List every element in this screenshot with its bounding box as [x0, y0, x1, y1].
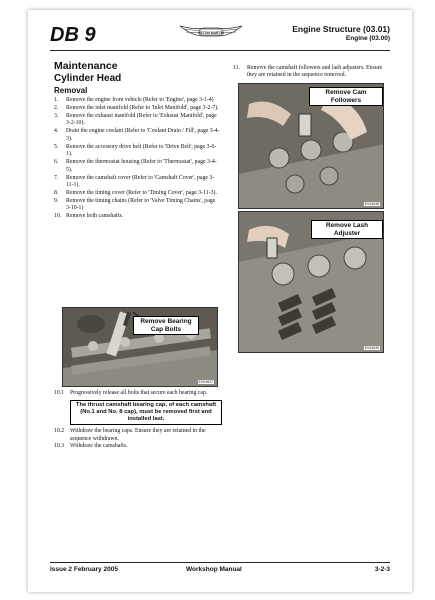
step-text: Remove the camshaft cover (Refer to 'Camshaft Cover', page 3-11-1). [66, 174, 215, 189]
substep-text: Withdraw the bearing caps. Ensure they are retained in the sequence withdrawn. [70, 428, 206, 442]
step-number: 3. [54, 113, 59, 119]
step-text: Remove the thermostat housing (Refer to 'Thermostat', page 3-4-5). [66, 159, 217, 173]
header-subtitle: Engine (03.00) [345, 35, 390, 42]
header-title: Engine Structure (03.01) [292, 24, 390, 34]
step-item [54, 175, 220, 190]
step-number: 1. [54, 97, 59, 103]
warning-note: The thrust camshaft bearing cap, of each camshaft (No.1 and No. 8 cap), must be removed first and installed last. [70, 400, 222, 425]
step-number: 8. [54, 190, 59, 197]
manual-page [28, 10, 412, 592]
step-text: Remove the inlet manifold (Refer to 'Inlet Manifold', page 3-2-7). [66, 105, 219, 111]
step-item [54, 97, 220, 104]
bearing-photo-id: EV04527 [198, 380, 213, 384]
step-item [54, 105, 220, 112]
step-item [54, 198, 220, 213]
section-title: Maintenance [54, 60, 118, 72]
footer-divider [50, 562, 390, 563]
subsection-title: Cylinder Head [54, 73, 122, 84]
followers-photo-id: EV04538 [364, 202, 379, 206]
step-text: Remove the timing cover (Refer to 'Timing Cover', page 3-11-3). [66, 190, 217, 197]
substep-item [54, 443, 222, 450]
cam-followers-photo [238, 83, 384, 209]
step-text: Remove both camshafts. [66, 213, 124, 220]
step-number: 6. [54, 159, 59, 166]
substep-block [54, 390, 222, 451]
procedure-title: Removal [54, 86, 88, 95]
substep-item [54, 390, 222, 397]
step-list [54, 97, 220, 221]
bearing-callout: Remove Bearing Cap Bolts [133, 316, 199, 335]
substep-number: 10.3 [54, 443, 65, 450]
lash-adjuster-photo [238, 211, 384, 353]
step-text: Remove the accessory drive belt (Refer to 'Drive Belt', page 3-6-1). [66, 143, 217, 158]
step-text: Remove the timing chains (Refer to 'Valve Timing Chains', page 3-10-1) [66, 198, 216, 212]
step-text: Remove the camshaft followers and lash adjusters. Ensure they are retained in the sequence removed. [247, 65, 383, 79]
step-item [54, 144, 220, 159]
step-item [54, 190, 220, 197]
db9-logo [50, 22, 110, 46]
step-text: Remove the engine from vehicle (Refer to 'Engine', page 3-1-4) [66, 97, 214, 103]
step-number: 11. [233, 65, 241, 71]
left-column [54, 60, 220, 221]
substep-item [54, 428, 222, 443]
step-number: 9. [54, 198, 59, 205]
followers-callout: Remove Cam Followers [309, 87, 383, 106]
substep-number: 10.2 [54, 428, 65, 435]
step-text: Drain the engine coolant (Refer to 'Coolant Drain / Fill', page 3-4-3). [66, 128, 220, 142]
footer-issue: Issue 2 February 2005 [50, 566, 118, 573]
step-item [233, 65, 393, 80]
logo-text: DB 9 [50, 24, 96, 46]
step-text: Remove the exhaust manifold (Refer to 'Exhaust Manifold', page 3-2-10). [66, 113, 217, 127]
substep-text: Progressively release all bolts that secure each bearing cap. [70, 390, 208, 396]
header-divider [50, 50, 390, 51]
lash-callout: Remove Lash Adjuster [311, 220, 383, 239]
step-item [54, 159, 220, 174]
substep-text: Withdraw the camshafts. [70, 443, 128, 450]
bearing-cap-photo [62, 307, 218, 387]
header-info [292, 24, 390, 42]
footer-manual: Workshop Manual [186, 566, 242, 573]
step-item [54, 113, 220, 128]
step-number: 7. [54, 174, 59, 181]
step-number: 4. [54, 128, 59, 135]
right-column [233, 65, 393, 80]
step-number: 10. [54, 213, 62, 220]
substep-number: 10.1 [54, 390, 65, 396]
step-number: 5. [54, 143, 59, 150]
step-number: 2. [54, 105, 59, 111]
step-item [54, 213, 220, 220]
aston-martin-wings-icon [178, 20, 244, 46]
badge-text: ASTON MARTIN [198, 30, 224, 35]
lash-photo-id: EV04539 [364, 346, 379, 350]
footer-page-number: 3-2-3 [374, 566, 390, 573]
step-item [54, 128, 220, 143]
